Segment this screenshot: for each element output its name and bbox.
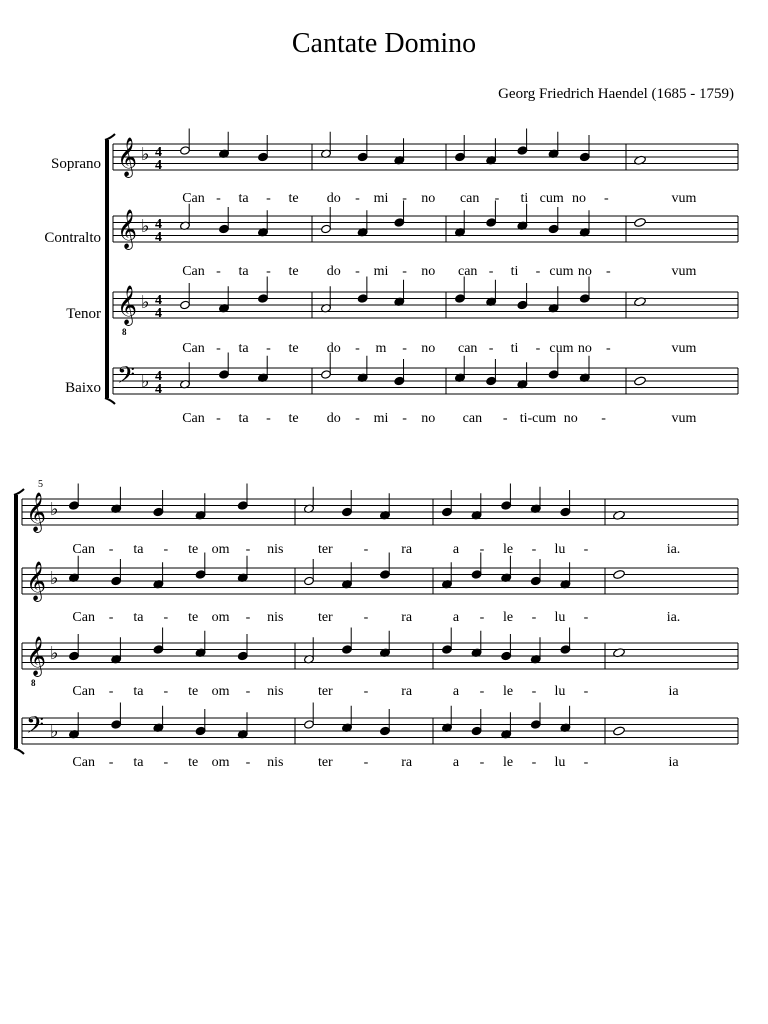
lyric-syllable: ta bbox=[238, 264, 249, 279]
flat-icon: ♭ bbox=[141, 371, 150, 391]
lyric-syllable: te bbox=[188, 542, 199, 557]
lyric-syllable: om bbox=[211, 684, 230, 699]
lyric-syllable: om bbox=[211, 542, 230, 557]
note-head bbox=[634, 217, 647, 227]
lyric-syllable: - bbox=[108, 542, 114, 557]
lyric-syllable: vum bbox=[671, 191, 697, 206]
time-signature-top: 4 bbox=[155, 145, 162, 160]
lyric-syllable: ta bbox=[238, 341, 249, 356]
lyric-syllable: a bbox=[452, 610, 460, 625]
lyric-syllable: le bbox=[502, 610, 514, 625]
time-signature-bottom: 4 bbox=[155, 382, 162, 397]
lyric-syllable: can bbox=[459, 191, 480, 206]
lyric-syllable: - bbox=[266, 264, 271, 279]
lyric-syllable: Can bbox=[182, 341, 205, 356]
measure-number: 5 bbox=[38, 479, 43, 490]
lyric-syllable: te bbox=[188, 684, 199, 699]
lyric-syllable: - bbox=[216, 264, 221, 279]
lyric-syllable: - bbox=[535, 264, 541, 279]
lyric-syllable: ta bbox=[238, 191, 249, 206]
lyric-syllable: - bbox=[216, 191, 221, 206]
bass-clef-icon: 𝄢 bbox=[26, 711, 45, 744]
lyric-syllable: - bbox=[488, 341, 494, 356]
lyric-syllable: vum bbox=[671, 411, 697, 426]
lyric-syllable: - bbox=[531, 542, 537, 557]
lyric-syllable: ia. bbox=[666, 610, 681, 625]
lyric-syllable: - bbox=[266, 341, 271, 356]
lyric-syllable: lu bbox=[554, 755, 566, 770]
lyric-syllable: - bbox=[163, 542, 169, 557]
voice-label-soprano: Soprano bbox=[51, 156, 101, 172]
lyric-syllable: - bbox=[583, 684, 589, 699]
lyric-syllable: - bbox=[363, 755, 369, 770]
treble-clef-icon: 𝄞 bbox=[26, 636, 47, 676]
lyric-syllable: om bbox=[211, 755, 230, 770]
lyric-syllable: - bbox=[163, 684, 169, 699]
lyric-syllable: te bbox=[188, 755, 199, 770]
lyric-syllable: no bbox=[577, 341, 592, 356]
lyric-syllable: - bbox=[245, 755, 251, 770]
lyric-syllable: - bbox=[163, 755, 169, 770]
lyric-syllable: Can bbox=[182, 411, 205, 426]
lyric-syllable: can bbox=[462, 411, 483, 426]
lyric-syllable: - bbox=[266, 191, 271, 206]
lyric-syllable: Can bbox=[72, 610, 95, 625]
time-signature-bottom: 4 bbox=[155, 306, 162, 321]
lyric-syllable: ra bbox=[401, 755, 413, 770]
lyric-syllable: - bbox=[479, 610, 485, 625]
lyric-syllable: no bbox=[421, 341, 436, 356]
time-signature-top: 4 bbox=[155, 293, 162, 308]
lyric-syllable: - bbox=[494, 191, 500, 206]
lyric-syllable: nis bbox=[267, 684, 284, 699]
lyric-syllable: - bbox=[605, 341, 611, 356]
lyric-syllable: m bbox=[375, 341, 387, 356]
lyric-syllable: mi bbox=[373, 191, 389, 206]
lyric-syllable: - bbox=[216, 341, 221, 356]
flat-icon: ♭ bbox=[141, 292, 150, 312]
voice-label-contralto: Contralto bbox=[44, 230, 101, 246]
lyric-syllable: cum bbox=[539, 191, 564, 206]
lyric-syllable: Can bbox=[72, 684, 95, 699]
lyric-syllable: - bbox=[479, 684, 485, 699]
lyric-syllable: - bbox=[163, 610, 169, 625]
flat-icon: ♭ bbox=[50, 643, 59, 663]
voice-label-tenor: Tenor bbox=[66, 306, 101, 322]
voice-label-baixo: Baixo bbox=[65, 380, 101, 396]
lyric-syllable: ter bbox=[317, 755, 333, 770]
flat-icon: ♭ bbox=[50, 568, 59, 588]
lyric-syllable: ter bbox=[317, 684, 333, 699]
lyric-syllable: ter bbox=[317, 542, 333, 557]
lyric-syllable: - bbox=[216, 411, 221, 426]
treble-clef-icon: 𝄞 bbox=[26, 561, 47, 601]
lyric-syllable: nis bbox=[267, 542, 284, 557]
lyric-syllable: Can bbox=[72, 542, 95, 557]
lyric-syllable: ta bbox=[238, 411, 249, 426]
lyric-syllable: do bbox=[326, 191, 341, 206]
lyric-syllable: ta bbox=[133, 610, 144, 625]
note-head bbox=[613, 726, 626, 736]
lyric-syllable: do bbox=[326, 264, 341, 279]
treble-clef-icon: 𝄞 bbox=[117, 285, 138, 325]
lyric-syllable: - bbox=[583, 542, 589, 557]
lyric-syllable: nis bbox=[267, 755, 284, 770]
lyric-syllable: - bbox=[402, 264, 407, 279]
lyric-syllable: - bbox=[108, 610, 114, 625]
lyric-syllable: - bbox=[402, 341, 407, 356]
lyric-syllable: ia bbox=[668, 755, 679, 770]
time-signature-top: 4 bbox=[155, 369, 162, 384]
lyric-syllable: Can bbox=[72, 755, 95, 770]
lyric-syllable: no bbox=[563, 411, 578, 426]
lyric-syllable: - bbox=[601, 411, 606, 426]
lyric-syllable: ti bbox=[510, 341, 519, 356]
lyric-syllable: no bbox=[572, 191, 586, 206]
lyric-syllable: ta bbox=[133, 542, 144, 557]
lyric-syllable: - bbox=[488, 264, 494, 279]
lyric-syllable: ra bbox=[401, 684, 413, 699]
lyric-syllable: ta bbox=[133, 684, 144, 699]
lyric-syllable: mi bbox=[373, 411, 389, 426]
note-head bbox=[634, 376, 647, 386]
lyric-syllable: - bbox=[355, 191, 360, 206]
lyric-syllable: - bbox=[108, 755, 114, 770]
lyric-syllable: le bbox=[502, 542, 514, 557]
lyric-syllable: - bbox=[363, 610, 369, 625]
lyric-syllable: - bbox=[479, 755, 485, 770]
lyric-syllable: - bbox=[355, 341, 360, 356]
lyric-syllable: no bbox=[421, 411, 436, 426]
lyric-syllable: lu bbox=[554, 610, 566, 625]
lyric-syllable: ti bbox=[520, 191, 529, 206]
lyric-syllable: te bbox=[188, 610, 199, 625]
treble-clef-icon: 𝄞 bbox=[26, 492, 47, 532]
lyric-syllable: can bbox=[457, 264, 478, 279]
lyric-syllable: no bbox=[421, 264, 436, 279]
lyric-syllable: no bbox=[421, 191, 436, 206]
lyric-syllable: - bbox=[531, 755, 537, 770]
lyric-syllable: - bbox=[245, 610, 251, 625]
lyric-syllable: a bbox=[452, 755, 460, 770]
lyric-syllable: - bbox=[531, 684, 537, 699]
lyric-syllable: ti bbox=[510, 264, 519, 279]
lyric-syllable: vum bbox=[671, 264, 697, 279]
lyric-syllable: te bbox=[288, 341, 299, 356]
lyric-syllable: Can bbox=[182, 191, 205, 206]
lyric-syllable: ti-cum bbox=[519, 411, 557, 426]
lyric-syllable: - bbox=[266, 411, 271, 426]
lyric-syllable: ia. bbox=[666, 542, 681, 557]
lyric-syllable: lu bbox=[554, 684, 566, 699]
flat-icon: ♭ bbox=[50, 721, 59, 741]
lyric-syllable: - bbox=[583, 610, 589, 625]
time-signature-bottom: 4 bbox=[155, 230, 162, 245]
time-signature-bottom: 4 bbox=[155, 158, 162, 173]
lyric-syllable: no bbox=[577, 264, 592, 279]
octave-marker: 8 bbox=[31, 678, 36, 688]
lyric-syllable: - bbox=[402, 411, 407, 426]
lyric-syllable: vum bbox=[671, 341, 697, 356]
lyric-syllable: te bbox=[288, 411, 299, 426]
bass-clef-icon: 𝄢 bbox=[117, 361, 136, 394]
lyric-syllable: - bbox=[363, 684, 369, 699]
treble-clef-icon: 𝄞 bbox=[117, 209, 138, 249]
lyric-syllable: nis bbox=[267, 610, 284, 625]
time-signature-top: 4 bbox=[155, 217, 162, 232]
lyric-syllable: - bbox=[479, 542, 485, 557]
lyric-syllable: mi bbox=[373, 264, 389, 279]
lyric-syllable: - bbox=[605, 264, 611, 279]
flat-icon: ♭ bbox=[50, 499, 59, 519]
lyric-syllable: te bbox=[288, 191, 299, 206]
bracket-top bbox=[105, 134, 115, 140]
lyric-syllable: Can bbox=[182, 264, 205, 279]
lyric-syllable: ta bbox=[133, 755, 144, 770]
treble-clef-icon: 𝄞 bbox=[117, 137, 138, 177]
note-head bbox=[613, 569, 626, 579]
lyric-syllable: ter bbox=[317, 610, 333, 625]
lyric-syllable: le bbox=[502, 684, 514, 699]
lyric-syllable: - bbox=[363, 542, 369, 557]
lyric-syllable: - bbox=[245, 684, 251, 699]
flat-icon: ♭ bbox=[141, 144, 150, 164]
bracket-bottom bbox=[14, 748, 24, 754]
composer-credit: Georg Friedrich Haendel (1685 - 1759) bbox=[498, 86, 734, 102]
lyric-syllable: - bbox=[402, 191, 407, 206]
lyric-syllable: om bbox=[211, 610, 230, 625]
bracket-top bbox=[14, 489, 24, 495]
lyric-syllable: do bbox=[326, 341, 341, 356]
lyric-syllable: - bbox=[535, 341, 541, 356]
lyric-syllable: - bbox=[603, 191, 609, 206]
lyric-syllable: can bbox=[457, 341, 478, 356]
lyric-syllable: - bbox=[355, 411, 360, 426]
lyric-syllable: ia bbox=[668, 684, 679, 699]
page-title: Cantate Domino bbox=[291, 28, 477, 59]
lyric-syllable: cum bbox=[549, 264, 574, 279]
lyric-syllable: cum bbox=[549, 341, 574, 356]
octave-marker: 8 bbox=[122, 327, 127, 337]
lyric-syllable: - bbox=[502, 411, 508, 426]
bracket-bottom bbox=[105, 398, 115, 404]
lyric-syllable: a bbox=[452, 684, 460, 699]
lyric-syllable: le bbox=[502, 755, 514, 770]
flat-icon: ♭ bbox=[141, 216, 150, 236]
lyric-syllable: lu bbox=[554, 542, 566, 557]
lyric-syllable: do bbox=[326, 411, 341, 426]
lyric-syllable: ra bbox=[401, 542, 413, 557]
lyric-syllable: - bbox=[583, 755, 589, 770]
lyric-syllable: ra bbox=[401, 610, 413, 625]
lyric-syllable: - bbox=[245, 542, 251, 557]
lyric-syllable: - bbox=[108, 684, 114, 699]
lyric-syllable: - bbox=[531, 610, 537, 625]
lyric-syllable: - bbox=[355, 264, 360, 279]
lyric-syllable: a bbox=[452, 542, 460, 557]
lyric-syllable: te bbox=[288, 264, 299, 279]
